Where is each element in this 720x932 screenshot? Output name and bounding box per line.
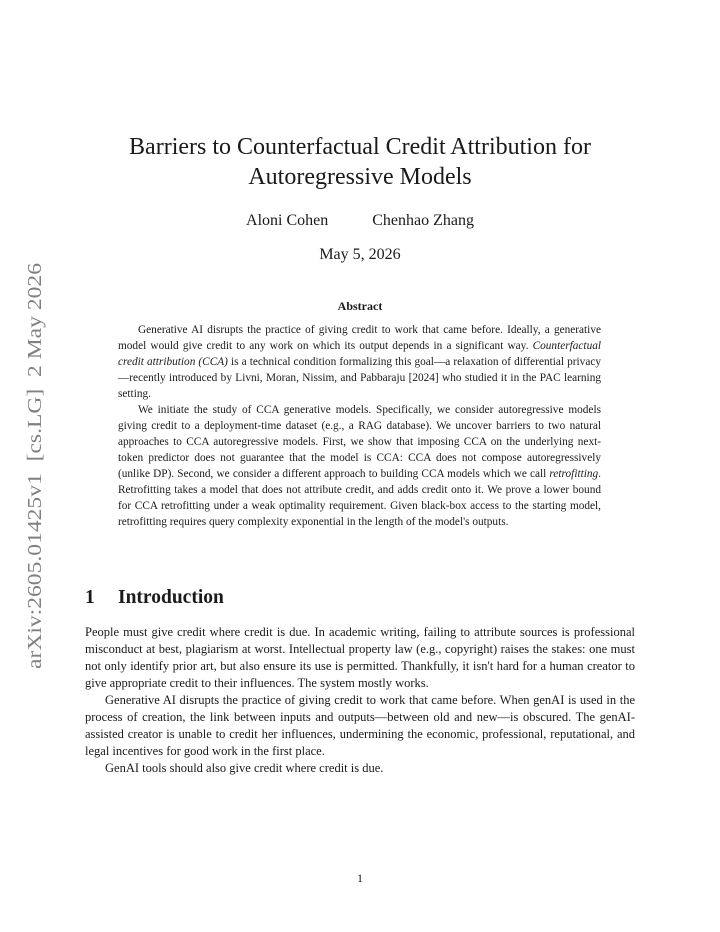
- page-number: 1: [357, 871, 363, 885]
- abstract-text: . Retrofitting takes a model that does not attribute credit, and adds credit onto it. We prove a lower bound for CCA retrofitting under a weak optimality requirement. Given black-box access to the starting model, retrofitting requires query complexity exponential in the length of the model's outputs.: [118, 468, 601, 528]
- abstract-emphasis: retrofitting: [549, 468, 599, 480]
- section-title: Introduction: [118, 587, 224, 608]
- intro-paragraph: People must give credit where credit is due. In academic writing, failing to attribute sources is professional misconduct at best, plagiarism at worst. Intellectual property law (e.g., copyright) raises the stakes: one must not only identify prior art, but also ensure its use is permitted. Thankfully, it isn't hard for a human creator to give appropriate credit to their influences. The system mostly works.: [85, 625, 635, 690]
- arxiv-identifier: arXiv:2605.01425v1 [cs.LG] 2 May 2026: [24, 324, 46, 669]
- abstract-heading: Abstract: [337, 299, 383, 313]
- abstract-paragraph: [118, 402, 601, 530]
- intro-paragraph: Generative AI disrupts the practice of giving credit to work that came before. When genAI is used in the process of creation, the link between inputs and outputs—between old and new—is obscured. The genAI-assisted creator is unable to credit her influences, undermining the economic, professional, reputational, and legal incentives for good work in the first place.: [85, 693, 635, 758]
- abstract-paragraph: [118, 322, 601, 402]
- section-number: 1: [85, 587, 95, 608]
- abstract-text: is a technical condition formalizing this goal—a relaxation of differential privacy—recently introduced by Livni, Moran, Nissim, and Pabbaraju [2024] who studied it in the PAC learning setting.: [118, 356, 602, 400]
- paper-title-line-1: Barriers to Counterfactual Credit Attribution for: [129, 134, 591, 160]
- arxiv-stamp: [20, 262, 48, 670]
- paper-title-line-2: Autoregressive Models: [248, 164, 472, 190]
- intro-paragraph: GenAI tools should also give credit where credit is due.: [105, 761, 384, 775]
- author-list: [0, 212, 720, 230]
- section-heading: [85, 587, 224, 609]
- abstract-text: Generative AI disrupts the practice of giving credit to work that came before. Ideally, a generative model would give credit to any work on which its output depends in a significant way.: [118, 324, 601, 352]
- author-name: Chenhao Zhang: [372, 212, 474, 229]
- introduction-body: [85, 624, 635, 777]
- author-name: Aloni Cohen: [246, 212, 329, 229]
- abstract-text: We initiate the study of CCA generative models. Specifically, we consider autoregressive models giving credit to a deployment-time dataset (e.g., a RAG database). We uncover barriers to two natural approaches to CCA autoregressive models. First, we show that imposing CCA on the underlying next-token predictor does not guarantee that the model is CCA: CCA does not compose autoregressively (unlike DP). Second, we consider a different approach to building CCA models which we call: [118, 404, 601, 480]
- abstract-body: [118, 322, 601, 530]
- paper-date: May 5, 2026: [319, 246, 401, 263]
- abstract-emphasis: Counterfactual credit attribution (CCA): [118, 340, 601, 368]
